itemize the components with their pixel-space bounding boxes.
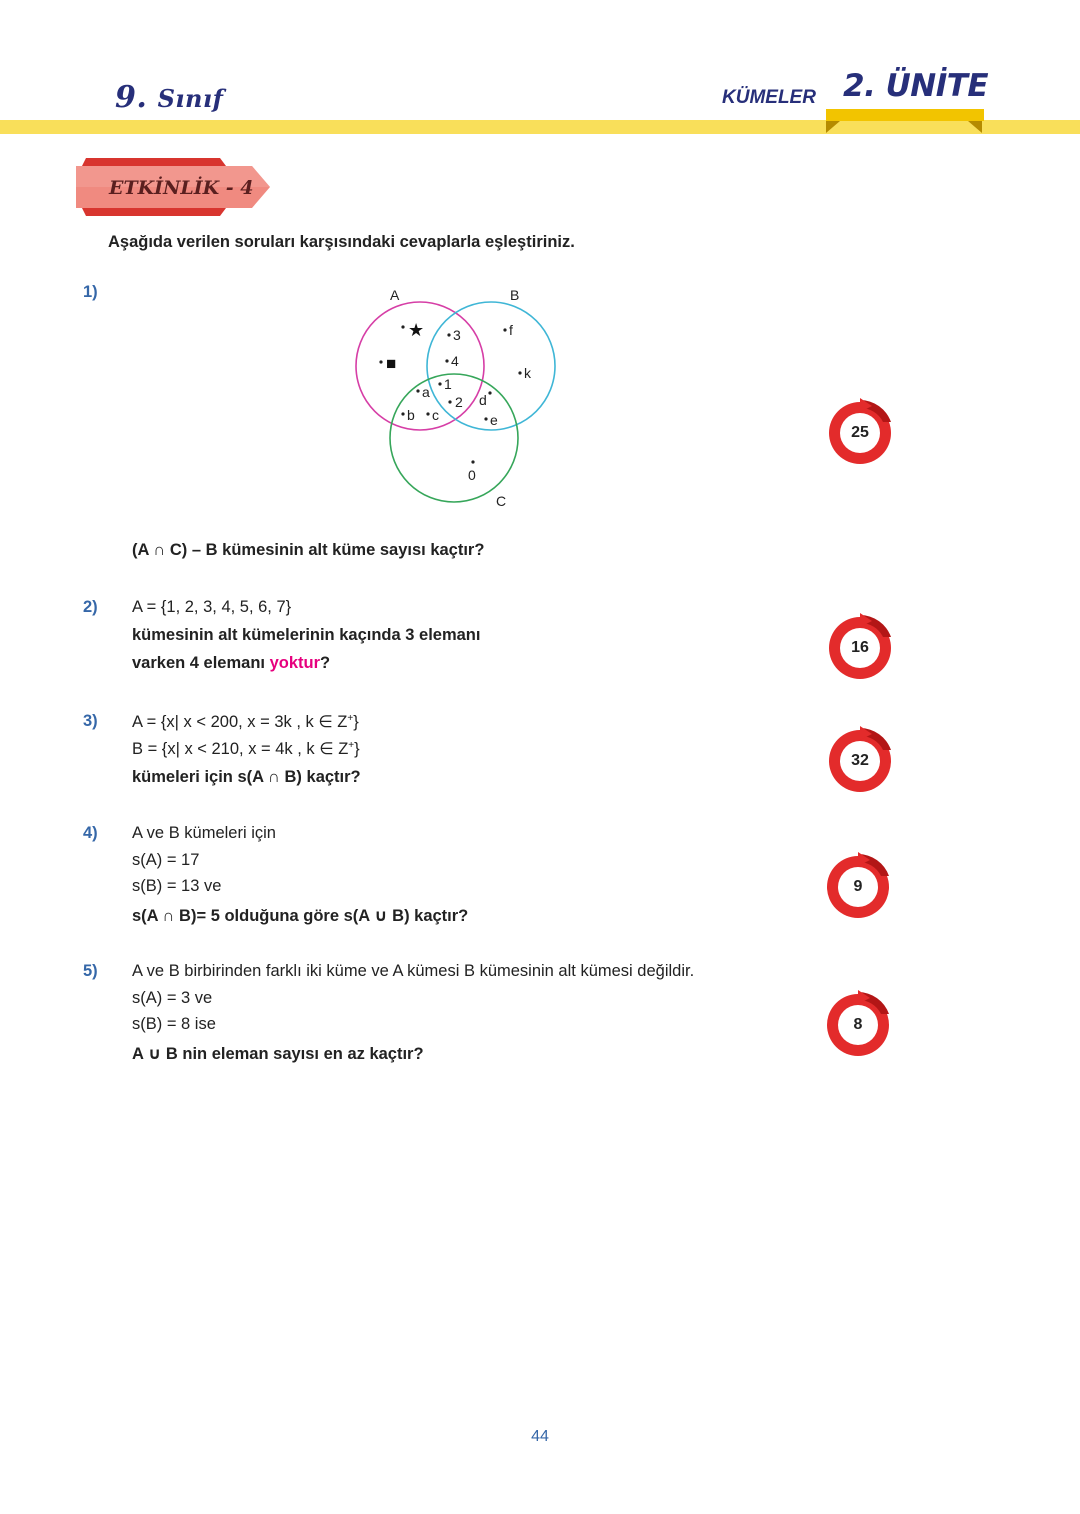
venn-diagram: [340, 280, 580, 515]
instruction-text: Aşağıda verilen soruları karşısındaki cevaplarla eşleştiriniz.: [108, 233, 575, 251]
grade-word: Sınıf: [157, 84, 224, 113]
question-3-line-2-body: B = {x| x < 210, x = 4k , k ∈ Z: [132, 740, 349, 758]
question-3-line-1-sup: +: [347, 713, 354, 724]
unit-title: 2. ÜNİTE: [843, 68, 989, 104]
question-3-line-2: [132, 739, 360, 759]
venn-element-b: b: [407, 407, 415, 423]
question-4-line-3: s(B) = 13 ve: [132, 877, 222, 895]
question-1-text: (A ∩ C) – B kümesinin alt küme sayısı kaçtır?: [132, 541, 485, 559]
question-number-5: 5): [83, 962, 98, 980]
question-4-line-2: s(A) = 17: [132, 851, 200, 869]
activity-title: ETKİNLİK - 4: [109, 177, 254, 199]
venn-element-k: k: [524, 365, 531, 381]
venn-element-f: f: [509, 322, 513, 338]
unit-tab: [826, 109, 984, 121]
question-3-line-3: kümeleri için s(A ∩ B) kaçtır?: [132, 768, 361, 786]
venn-element-d: d: [479, 392, 487, 408]
question-number-4: 4): [83, 824, 98, 842]
question-5-line-4: A ∪ B nin eleman sayısı en az kaçtır?: [132, 1045, 424, 1063]
question-number-3: 3): [83, 712, 98, 730]
question-4-line-4: s(A ∩ B)= 5 olduğuna göre s(A ∪ B) kaçtır?: [132, 907, 469, 925]
venn-label-b: B: [510, 287, 520, 303]
venn-element-4: 4: [451, 353, 459, 369]
question-3-line-1-body: A = {x| x < 200, x = 3k , k ∈ Z: [132, 713, 348, 731]
venn-element-3: 3: [453, 327, 461, 343]
question-3-line-2-sup: +: [348, 740, 355, 751]
answer-value-1: 25: [851, 424, 869, 441]
question-number-1: 1): [83, 283, 98, 301]
question-3-line-2-close: }: [354, 740, 360, 758]
venn-element-1: 1: [444, 376, 452, 392]
question-3-line-1: [132, 712, 359, 732]
venn-label-a: A: [390, 287, 400, 303]
topic-title: KÜMELER: [722, 87, 816, 108]
grade-label: [115, 80, 223, 115]
header-band: [0, 120, 1080, 134]
question-5-line-2: s(A) = 3 ve: [132, 989, 213, 1007]
grade-number: 9.: [115, 80, 148, 115]
venn-circle-b: [427, 302, 555, 430]
answer-value-4: 9: [853, 878, 863, 895]
venn-element-a: a: [422, 384, 430, 400]
answer-value-2: 16: [851, 639, 869, 656]
venn-element-c: c: [432, 407, 439, 423]
unit-tab-fold-left: [826, 121, 840, 133]
question-3-line-1-close: }: [353, 713, 359, 731]
venn-element-square: ■: [386, 354, 397, 373]
question-2-emphasis: yoktur: [269, 654, 321, 672]
question-number-2: 2): [83, 598, 98, 616]
question-5-line-3: s(B) = 8 ise: [132, 1015, 216, 1033]
venn-label-c: C: [496, 493, 507, 509]
venn-element-0: 0: [468, 467, 476, 483]
venn-circle-c: [390, 374, 518, 502]
question-2-line-1: A = {1, 2, 3, 4, 5, 6, 7}: [132, 598, 292, 616]
question-2-line-3-end: ?: [320, 654, 331, 672]
unit-tab-fold-right: [968, 121, 982, 133]
question-2-line-3-start: varken 4 elemanı: [132, 654, 270, 672]
answer-value-5: 8: [853, 1016, 863, 1033]
venn-element-e: e: [490, 412, 498, 428]
question-2-line-2: kümesinin alt kümelerinin kaçında 3 elemanı: [132, 626, 481, 644]
venn-element-2: 2: [455, 394, 463, 410]
venn-element-star: ★: [408, 320, 425, 340]
answer-value-3: 32: [851, 752, 869, 769]
question-2-line-3: [132, 654, 330, 673]
page-number: 44: [531, 1428, 549, 1445]
question-4-line-1: A ve B kümeleri için: [132, 824, 276, 842]
question-5-line-1: A ve B birbirinden farklı iki küme ve A kümesi B kümesinin alt kümesi değildir.: [132, 962, 695, 980]
